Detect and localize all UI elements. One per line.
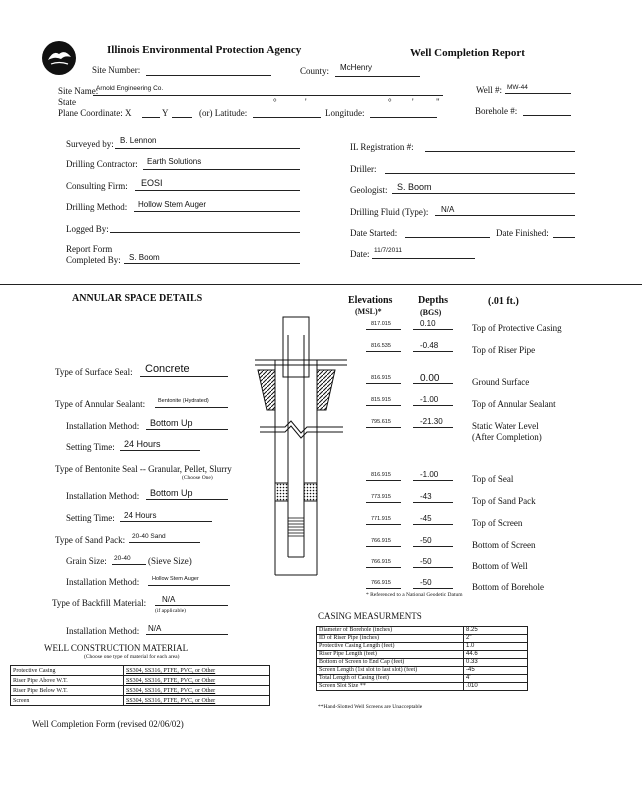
agency-name: Illinois Environmental Protection Agency [107, 44, 302, 56]
plane-x-field[interactable] [142, 117, 160, 118]
casing-row [317, 683, 528, 691]
casing-value[interactable]: 1.0 [464, 643, 528, 651]
depth-field[interactable] [413, 329, 453, 330]
borehole-label: Borehole #: [475, 106, 518, 116]
well-value: MW-44 [507, 84, 528, 91]
construction-options[interactable]: SS304, SS316, PTFE, PVC, or Other [124, 666, 270, 676]
casing-row [317, 635, 528, 643]
annular-sealant-label: Type of Annular Sealant: [55, 399, 146, 409]
bentonite-seal-label: Type of Bentonite Seal -- Granular, Pellet, Slurry [55, 464, 232, 474]
completed-by-field[interactable] [124, 263, 300, 264]
construction-row [11, 676, 270, 686]
elevations-header: Elevations [348, 295, 393, 306]
choose-one-note: (Choose One) [182, 475, 213, 481]
sand-pack-label: Type of Sand Pack: [55, 535, 126, 545]
fluid-label: Drilling Fluid (Type): [350, 207, 429, 217]
elevation-field[interactable] [366, 351, 401, 352]
elevation-row-label: Static Water Level [472, 421, 539, 431]
depth-field[interactable] [413, 567, 453, 568]
surface-seal-value: Concrete [145, 363, 190, 375]
method-field[interactable] [134, 211, 300, 212]
grain-size-value: 20-40 [114, 555, 131, 562]
install-method-field-3[interactable] [148, 585, 230, 586]
depths-subheader: (BGS) [420, 308, 442, 317]
depth-value: -21.30 [420, 417, 443, 426]
construction-row [11, 686, 270, 696]
elevation-row-label: Top of Annular Sealant [472, 399, 556, 409]
elevation-row-label: Top of Riser Pipe [472, 345, 536, 355]
depth-value: -50 [420, 578, 432, 587]
site-name-field[interactable] [93, 95, 443, 96]
grain-size-label: Grain Size: [66, 556, 107, 566]
latitude-min: ' [305, 97, 307, 107]
completed-by-value: S. Boom [129, 253, 160, 262]
elevation-value: 816.915 [371, 375, 391, 381]
latitude-label: (or) Latitude: [199, 108, 248, 118]
depth-field[interactable] [413, 588, 453, 589]
backfill-value: N/A [162, 595, 176, 604]
casing-label: Protective Casing Length (feet) [317, 643, 464, 651]
surveyed-label: Surveyed by: [66, 139, 114, 149]
depth-value: -0.48 [420, 341, 439, 350]
elevation-field[interactable] [366, 502, 401, 503]
construction-options[interactable]: SS304, SS316, PTFE, PVC, or Other [124, 696, 270, 706]
contractor-value: Earth Solutions [147, 157, 202, 166]
elevation-value: 815.915 [371, 397, 391, 403]
date-finished-label: Date Finished: [496, 228, 549, 238]
completed-by-label: Completed By: [66, 255, 121, 265]
logged-field[interactable] [110, 232, 300, 233]
depth-value: -43 [420, 492, 432, 501]
form-revision-footer: Well Completion Form (revised 02/06/02) [32, 719, 184, 729]
grain-size-field[interactable] [112, 564, 146, 565]
construction-area: Protective Casing [11, 666, 124, 676]
method-value: Hollow Stem Auger [138, 200, 207, 209]
casing-label: Screen Slot Size ** [317, 683, 464, 691]
elevation-row-label: Top of Protective Casing [472, 323, 562, 333]
surveyed-value: B. Lennon [120, 136, 157, 145]
elevation-value: 817.015 [371, 321, 391, 327]
date-field[interactable] [372, 258, 475, 259]
site-number-label: Site Number: [92, 65, 141, 75]
casing-row [317, 651, 528, 659]
backfill-field[interactable] [155, 605, 228, 606]
elevation-value: 816.915 [371, 472, 391, 478]
backfill-label: Type of Backfill Material: [52, 598, 147, 608]
depth-field[interactable] [413, 502, 453, 503]
county-value: McHenry [340, 63, 373, 72]
contractor-label: Drilling Contractor: [66, 159, 138, 169]
date-finished-field[interactable] [553, 237, 575, 238]
consulting-label: Consulting Firm: [66, 181, 128, 191]
elevations-subheader: (MSL)* [355, 307, 382, 316]
construction-table [10, 665, 270, 706]
site-name-value: Arnold Engineering Co. [96, 85, 164, 92]
longitude-label: Longitude: [325, 108, 365, 118]
depth-value: -50 [420, 557, 432, 566]
elevation-row-label: Bottom of Screen [472, 540, 536, 550]
fluid-field[interactable] [435, 215, 575, 216]
install-method-field-2[interactable] [146, 499, 228, 500]
elevation-value: 766.915 [371, 538, 391, 544]
depth-field[interactable] [413, 405, 453, 406]
install-method-label-3: Installation Method: [66, 577, 140, 587]
borehole-field[interactable] [523, 115, 571, 116]
construction-area: Screen [11, 696, 124, 706]
report-form-label: Report Form [66, 244, 113, 254]
casing-value[interactable]: 44.6 [464, 651, 528, 659]
sieve-size-note: (Sieve Size) [148, 556, 192, 566]
casing-value[interactable]: 4' [464, 675, 528, 683]
depth-value: -45 [420, 514, 432, 523]
elevation-value: 766.915 [371, 559, 391, 565]
consulting-field[interactable] [135, 190, 300, 191]
elevation-row-label: Bottom of Well [472, 561, 528, 571]
casing-table [316, 626, 528, 691]
setting-time-label-1: Setting Time: [66, 442, 115, 452]
surface-seal-label: Type of Surface Seal: [55, 367, 133, 377]
driller-field[interactable] [385, 173, 575, 174]
install-method-label-4: Installation Method: [66, 626, 140, 636]
geologist-field[interactable] [392, 193, 575, 194]
elevation-value: 766.915 [371, 580, 391, 586]
geologist-value: S. Boom [397, 182, 432, 192]
elevation-row-label: Ground Surface [472, 377, 530, 387]
install-method-label-1: Installation Method: [66, 421, 140, 431]
casing-label: Bottom of Screen to End Cap (feet) [317, 659, 464, 667]
construction-subtitle: (Choose one type of material for each area) [84, 654, 180, 660]
well-label: Well #: [476, 85, 503, 95]
depth-field[interactable] [413, 546, 453, 547]
annular-sealant-field[interactable] [155, 407, 228, 408]
depth-value: -1.00 [420, 395, 439, 404]
elevation-field[interactable] [366, 427, 401, 428]
longitude-field[interactable] [370, 117, 437, 118]
setting-time-label-2: Setting Time: [66, 513, 115, 523]
county-label: County: [300, 66, 330, 76]
surveyed-field[interactable] [115, 148, 300, 149]
casing-row [317, 643, 528, 651]
casing-row [317, 659, 528, 667]
casing-value[interactable]: .010 [464, 683, 528, 691]
construction-area: Riser Pipe Above W.T. [11, 676, 124, 686]
latitude-deg: ° [273, 97, 277, 107]
longitude-deg: ° [388, 97, 392, 107]
elevation-field[interactable] [366, 546, 401, 547]
elevation-row-label: Top of Screen [472, 518, 523, 528]
date-value: 11/7/2011 [374, 247, 402, 254]
depth-value: -1.00 [420, 470, 439, 479]
elevation-row-label: Bottom of Borehole [472, 582, 544, 592]
agency-seal-icon [41, 40, 77, 76]
casing-label: Diameter of Borehole (inches) [317, 627, 464, 635]
sand-pack-field[interactable] [129, 542, 200, 543]
setting-time-field-2[interactable] [120, 521, 212, 522]
elevation-value: 816.535 [371, 343, 391, 349]
registration-field[interactable] [425, 151, 575, 152]
elevation-row-label: Top of Sand Pack [472, 496, 536, 506]
depth-field[interactable] [413, 480, 453, 481]
county-field[interactable] [335, 76, 420, 77]
sand-pack-value: 20-40 Sand [132, 533, 166, 540]
casing-label: Screen Length (1st slot to last slot) (feet) [317, 667, 464, 675]
casing-label: Riser Pipe Length (feet) [317, 651, 464, 659]
registration-label: IL Registration #: [350, 142, 414, 152]
depth-field[interactable] [413, 427, 453, 428]
casing-title: CASING MEASURMENTS [318, 611, 422, 621]
setting-time-value-1: 24 Hours [124, 439, 161, 449]
fluid-value: N/A [441, 205, 455, 214]
section-divider [0, 284, 642, 285]
install-method-value-2: Bottom Up [150, 488, 193, 498]
elevation-field[interactable] [366, 329, 401, 330]
state-label: State [58, 97, 76, 107]
install-method-field-1[interactable] [146, 429, 228, 430]
longitude-sec: " [436, 97, 440, 107]
elevation-field[interactable] [366, 383, 401, 384]
casing-row [317, 667, 528, 675]
install-method-value-4: N/A [148, 624, 162, 633]
casing-value[interactable]: 8.25 [464, 627, 528, 635]
report-title: Well Completion Report [410, 47, 525, 59]
site-number-field[interactable] [146, 75, 271, 76]
date-started-label: Date Started: [350, 228, 398, 238]
elevation-field[interactable] [366, 567, 401, 568]
if-applicable-note: (if applicable) [155, 608, 186, 614]
construction-options[interactable]: SS304, SS316, PTFE, PVC, or Other [124, 676, 270, 686]
elevation-field[interactable] [366, 588, 401, 589]
depths-header: Depths [418, 295, 449, 306]
construction-row [11, 666, 270, 676]
depth-value: 0.00 [420, 373, 440, 384]
precision-header: (.01 ft.) [488, 296, 519, 307]
casing-row [317, 627, 528, 635]
elevation-row-label-2: (After Completion) [472, 432, 542, 442]
elevation-value: 771.915 [371, 516, 391, 522]
well-diagram [255, 315, 350, 590]
construction-row [11, 696, 270, 706]
geologist-label: Geologist: [350, 185, 388, 195]
consulting-value: EOSI [141, 178, 163, 188]
datum-footnote: * Referenced to a National Geodetic Datum [366, 592, 463, 598]
depth-field[interactable] [413, 524, 453, 525]
construction-area: Riser Pipe Below W.T. [11, 686, 124, 696]
install-method-value-3: Hollow Stem Auger [152, 576, 199, 582]
elevation-row-label: Top of Seal [472, 474, 514, 484]
casing-value[interactable]: -45 [464, 667, 528, 675]
construction-title: WELL CONSTRUCTION MATERIAL [44, 643, 189, 653]
construction-options[interactable]: SS304, SS316, PTFE, PVC, or Other [124, 686, 270, 696]
casing-label: ID of Riser Pipe (inches) [317, 635, 464, 643]
contractor-field[interactable] [143, 169, 300, 170]
site-name-label: Site Name: [58, 86, 99, 96]
casing-label: Total Length of Casing (feet) [317, 675, 464, 683]
plane-y-field[interactable] [172, 117, 192, 118]
driller-label: Driller: [350, 164, 377, 174]
setting-time-value-2: 24 Hours [124, 511, 157, 520]
annular-sealant-value: Bentonite (Hydrated) [158, 398, 209, 404]
casing-row [317, 675, 528, 683]
install-method-value-1: Bottom Up [150, 418, 193, 428]
casing-value[interactable]: 0.33 [464, 659, 528, 667]
method-label: Drilling Method: [66, 202, 128, 212]
elevation-value: 773.915 [371, 494, 391, 500]
date-started-field[interactable] [405, 237, 490, 238]
well-field[interactable] [505, 93, 571, 94]
logged-label: Logged By: [66, 224, 109, 234]
install-method-label-2: Installation Method: [66, 491, 140, 501]
casing-value[interactable]: 2" [464, 635, 528, 643]
depth-value: 0.10 [420, 319, 436, 328]
plane-coordinate-label: Plane Coordinate: X [58, 108, 132, 118]
setting-time-field-1[interactable] [120, 450, 200, 451]
date-label: Date: [350, 249, 370, 259]
plane-y-label: Y [162, 108, 169, 118]
depth-field[interactable] [413, 351, 453, 352]
elevation-field[interactable] [366, 480, 401, 481]
install-method-field-4[interactable] [146, 634, 228, 635]
depth-value: -50 [420, 536, 432, 545]
elevation-value: 795.615 [371, 419, 391, 425]
annular-title: ANNULAR SPACE DETAILS [72, 293, 203, 304]
surface-seal-field[interactable] [140, 376, 228, 377]
longitude-min: ' [412, 97, 414, 107]
casing-footnote: **Hand-Slotted Well Screens are Unacceptable [318, 704, 423, 710]
elevation-field[interactable] [366, 405, 401, 406]
latitude-field[interactable] [253, 117, 321, 118]
depth-field[interactable] [413, 383, 453, 384]
elevation-field[interactable] [366, 524, 401, 525]
